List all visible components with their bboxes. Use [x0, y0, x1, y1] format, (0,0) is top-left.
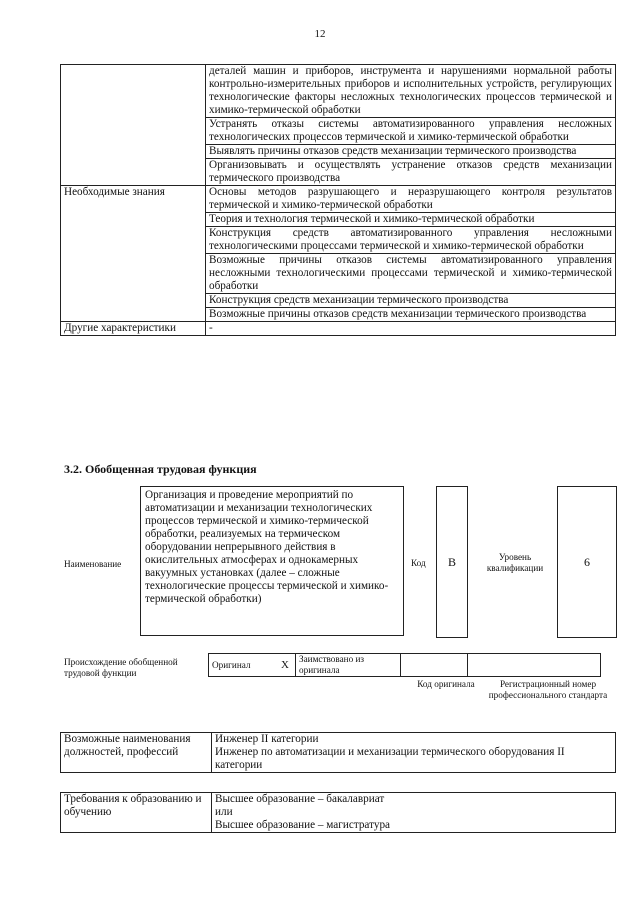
origin-table: [208, 653, 601, 677]
row-text: Выявлять причины отказов средств механизации термического производства: [206, 145, 616, 159]
position-item: Инженер по автоматизации и механизации термического оборудования II категории: [215, 746, 565, 771]
original-mark: X: [275, 654, 296, 677]
row-text: -: [206, 322, 616, 336]
name-label: Наименование: [64, 559, 122, 569]
code-original-label: Код оригинала: [417, 679, 475, 689]
origin-label: Происхождение обобщенной трудовой функции: [64, 657, 178, 678]
row-text: Основы методов разрушающего и неразрушающего контроля результатов термической и химико-термической обработки: [206, 186, 616, 213]
education-list: [212, 793, 616, 833]
borrowed-label: Заимствовано из оригинала: [296, 654, 401, 677]
row-text: Теория и технология термической и химико-термической обработки: [206, 213, 616, 227]
row-label: [61, 65, 206, 186]
code-value-box: B: [436, 486, 468, 638]
knowledge-label: Необходимые знания: [61, 186, 206, 322]
skills-knowledge-table: [60, 64, 616, 336]
level-label: Уровень квалификации: [486, 552, 544, 573]
table-row: [61, 65, 616, 118]
reg-number-label: Регистрационный номер профессионального стандарта: [488, 679, 608, 700]
row-text: Конструкция средств автоматизированного управления несложными технологическими процессами термической и химико-термической обработки: [206, 227, 616, 254]
education-table: [60, 792, 616, 833]
function-name-box: Организация и проведение мероприятий по автоматизации и механизации технологических процессов термической и химико-термической обработки, реализуемых на термическом оборудовании непрерывного действия в окислительных атмосферах и однокамерных вакуумных установках (далее – сложные технологические процессы термической и химико-термической обработки): [140, 486, 404, 636]
education-item: Высшее образование – бакалавриат: [215, 793, 385, 805]
education-item: Высшее образование – магистратура: [215, 819, 391, 831]
code-original-cell: [401, 654, 468, 677]
table-row: [61, 186, 616, 213]
code-label: Код: [411, 558, 426, 568]
reg-number-cell: [468, 654, 601, 677]
position-item: Инженер II категории: [215, 733, 319, 745]
row-text: Возможные причины отказов системы автоматизированного управления несложными технологическими процессами термической и химико-термической обработки: [206, 254, 616, 294]
table-row: [61, 322, 616, 336]
page-number: 12: [314, 28, 326, 40]
original-label: Оригинал: [209, 654, 276, 677]
positions-label: Возможные наименования должностей, профессий: [61, 733, 212, 773]
education-label: Требования к образованию и обучению: [61, 793, 212, 833]
section-title: 3.2. Обобщенная трудовая функция: [64, 462, 257, 476]
row-text: Возможные причины отказов средств механизации термического производства: [206, 308, 616, 322]
row-text: Устранять отказы системы автоматизированного управления несложных технологических процессов термической и химико-термической обработки: [206, 118, 616, 145]
other-characteristics-label: Другие характеристики: [61, 322, 206, 336]
row-text: Конструкция средств механизации термического производства: [206, 294, 616, 308]
row-text: Организовывать и осуществлять устранение отказов средств механизации термического производства: [206, 159, 616, 186]
education-item: или: [215, 806, 233, 818]
row-text: деталей машин и приборов, инструмента и нарушениями нормальной работы контрольно-измерительных приборов и исполнительных устройств, регулирующих технологические факторы несложных технологических процессов термической и химико-термической обработки: [206, 65, 616, 118]
level-value-box: 6: [557, 486, 617, 638]
positions-list: [212, 733, 616, 773]
positions-table: [60, 732, 616, 773]
